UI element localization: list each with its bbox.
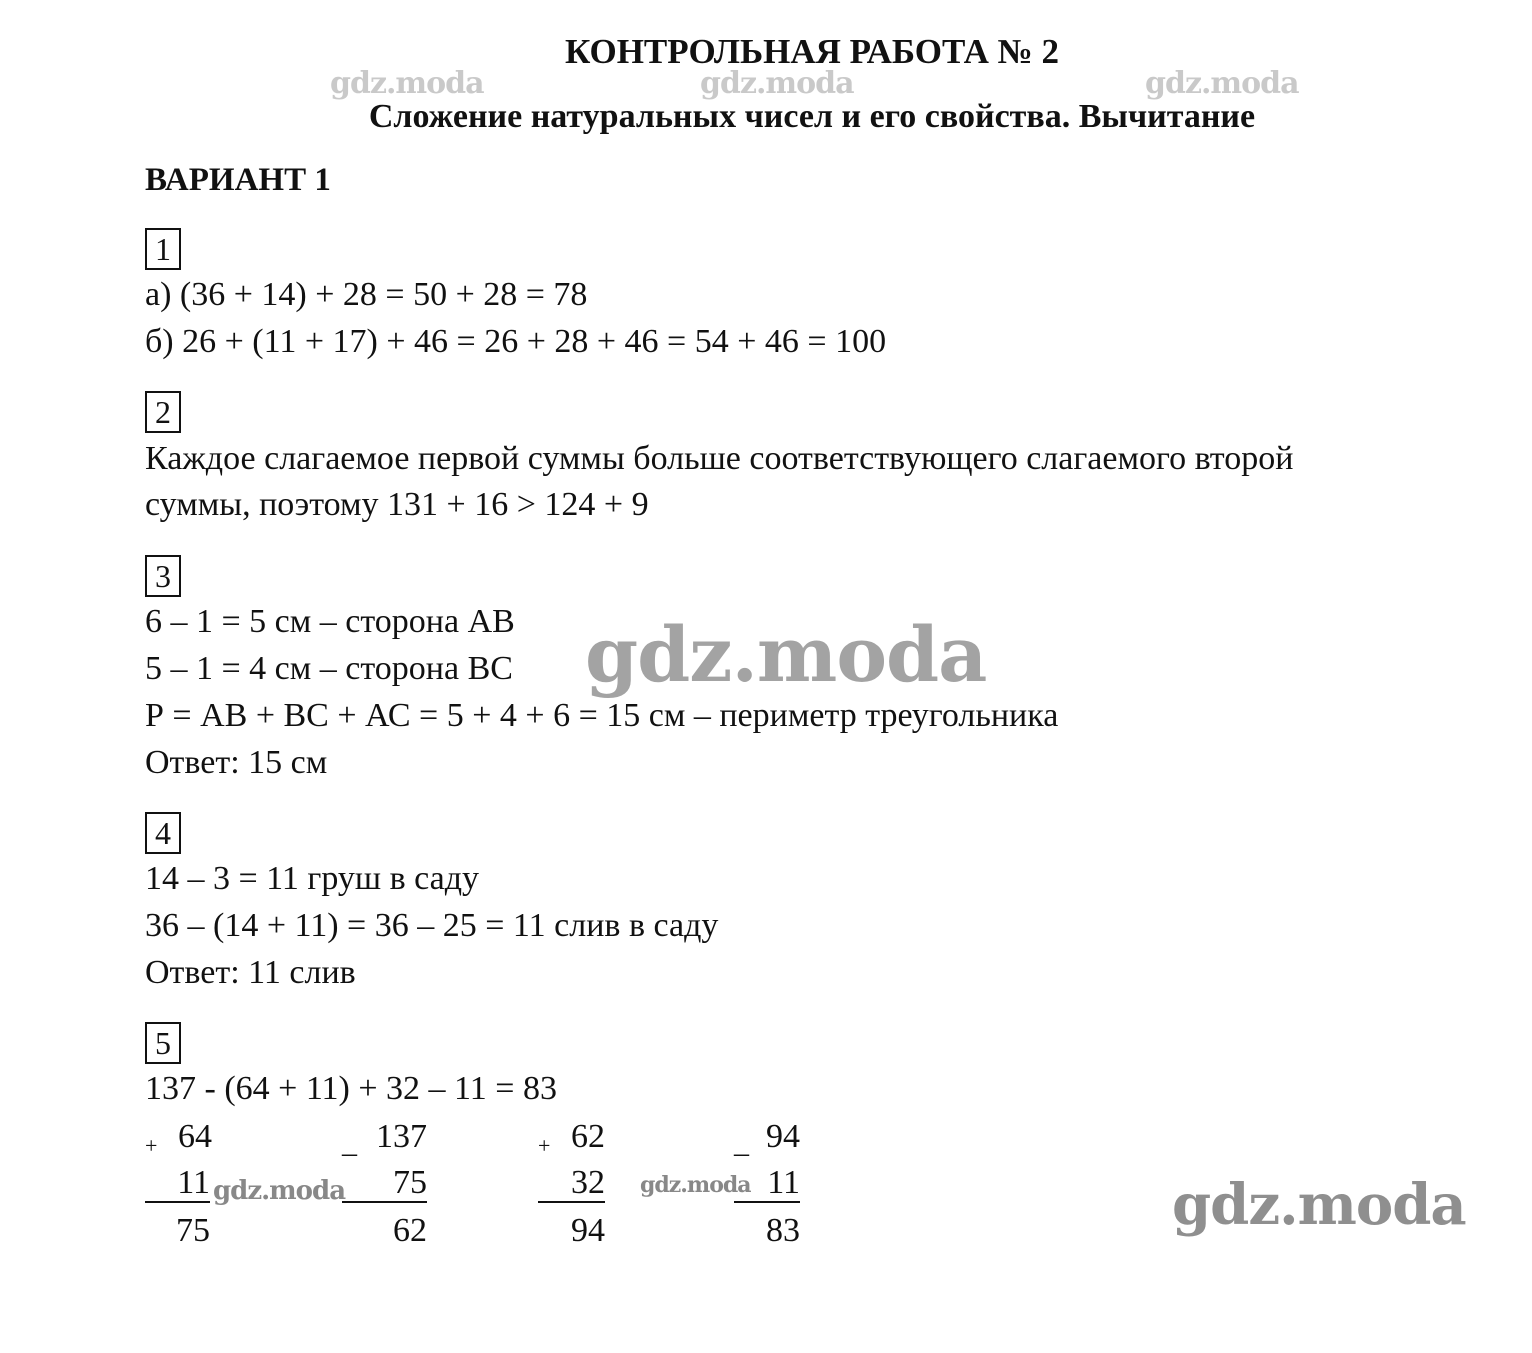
task-number-box: 3 — [145, 555, 181, 597]
watermark: gdz.moda — [330, 66, 484, 101]
calc-line — [145, 1201, 210, 1203]
plus-sign: + — [538, 1133, 551, 1158]
task-line: суммы, поэтому 131 + 16 > 124 + 9 — [145, 486, 649, 523]
task-line: 14 – 3 = 11 груш в саду — [145, 860, 480, 897]
variant-heading: ВАРИАНТ 1 — [145, 162, 331, 198]
calc-top: 62 — [571, 1118, 605, 1155]
task-line: Ответ: 11 слив — [145, 954, 356, 991]
page-subtitle: Сложение натуральных чисел и его свойства. Вычитание — [368, 98, 1256, 135]
task-line: б) 26 + (11 + 17) + 46 = 26 + 28 + 46 = 54 + 46 = 100 — [145, 323, 887, 360]
minus-sign: _ — [734, 1126, 749, 1159]
page-title: КОНТРОЛЬНАЯ РАБОТА № 2 — [564, 32, 1060, 71]
task-line: Р = АВ + ВС + АС = 5 + 4 + 6 = 15 см – периметр треугольника — [145, 697, 1059, 734]
watermark: gdz.moda — [213, 1176, 346, 1206]
watermark: gdz.moda — [640, 1172, 751, 1198]
task-line: а) (36 + 14) + 28 = 50 + 28 = 78 — [145, 276, 588, 313]
task-number-box: 4 — [145, 812, 181, 854]
task-line: Каждое слагаемое первой суммы больше соответствующего слагаемого второй — [145, 440, 1294, 477]
calc-top: 64 — [178, 1118, 212, 1155]
calc-bottom: 32 — [571, 1164, 605, 1201]
calc-result: 62 — [393, 1212, 427, 1249]
calc-line — [342, 1201, 427, 1203]
calc-result: 75 — [176, 1212, 210, 1249]
watermark: gdz.moda — [585, 610, 987, 699]
task-number-box: 5 — [145, 1022, 181, 1064]
minus-sign: _ — [342, 1126, 357, 1159]
task-number-box: 1 — [145, 228, 181, 270]
calc-bottom: 11 — [177, 1164, 210, 1201]
calc-bottom: 11 — [767, 1164, 800, 1201]
watermark: gdz.moda — [1145, 66, 1299, 101]
task-line: 5 – 1 = 4 см – сторона ВС — [145, 650, 513, 687]
task-number-box: 2 — [145, 391, 181, 433]
plus-sign: + — [145, 1133, 158, 1158]
calc-line — [734, 1201, 800, 1203]
watermark: gdz.moda — [1172, 1172, 1466, 1238]
calc-bottom: 75 — [393, 1164, 427, 1201]
task-line: 6 – 1 = 5 см – сторона АВ — [145, 603, 515, 640]
watermark: gdz.moda — [700, 66, 854, 101]
calc-result: 94 — [571, 1212, 605, 1249]
task-line: 36 – (14 + 11) = 36 – 25 = 11 слив в саду — [145, 907, 719, 944]
calc-top: 137 — [376, 1118, 427, 1155]
calc-line — [538, 1201, 605, 1203]
task-line: 137 - (64 + 11) + 32 – 11 = 83 — [145, 1070, 557, 1107]
calc-top: 94 — [766, 1118, 800, 1155]
calc-result: 83 — [766, 1212, 800, 1249]
task-line: Ответ: 15 см — [145, 744, 328, 781]
